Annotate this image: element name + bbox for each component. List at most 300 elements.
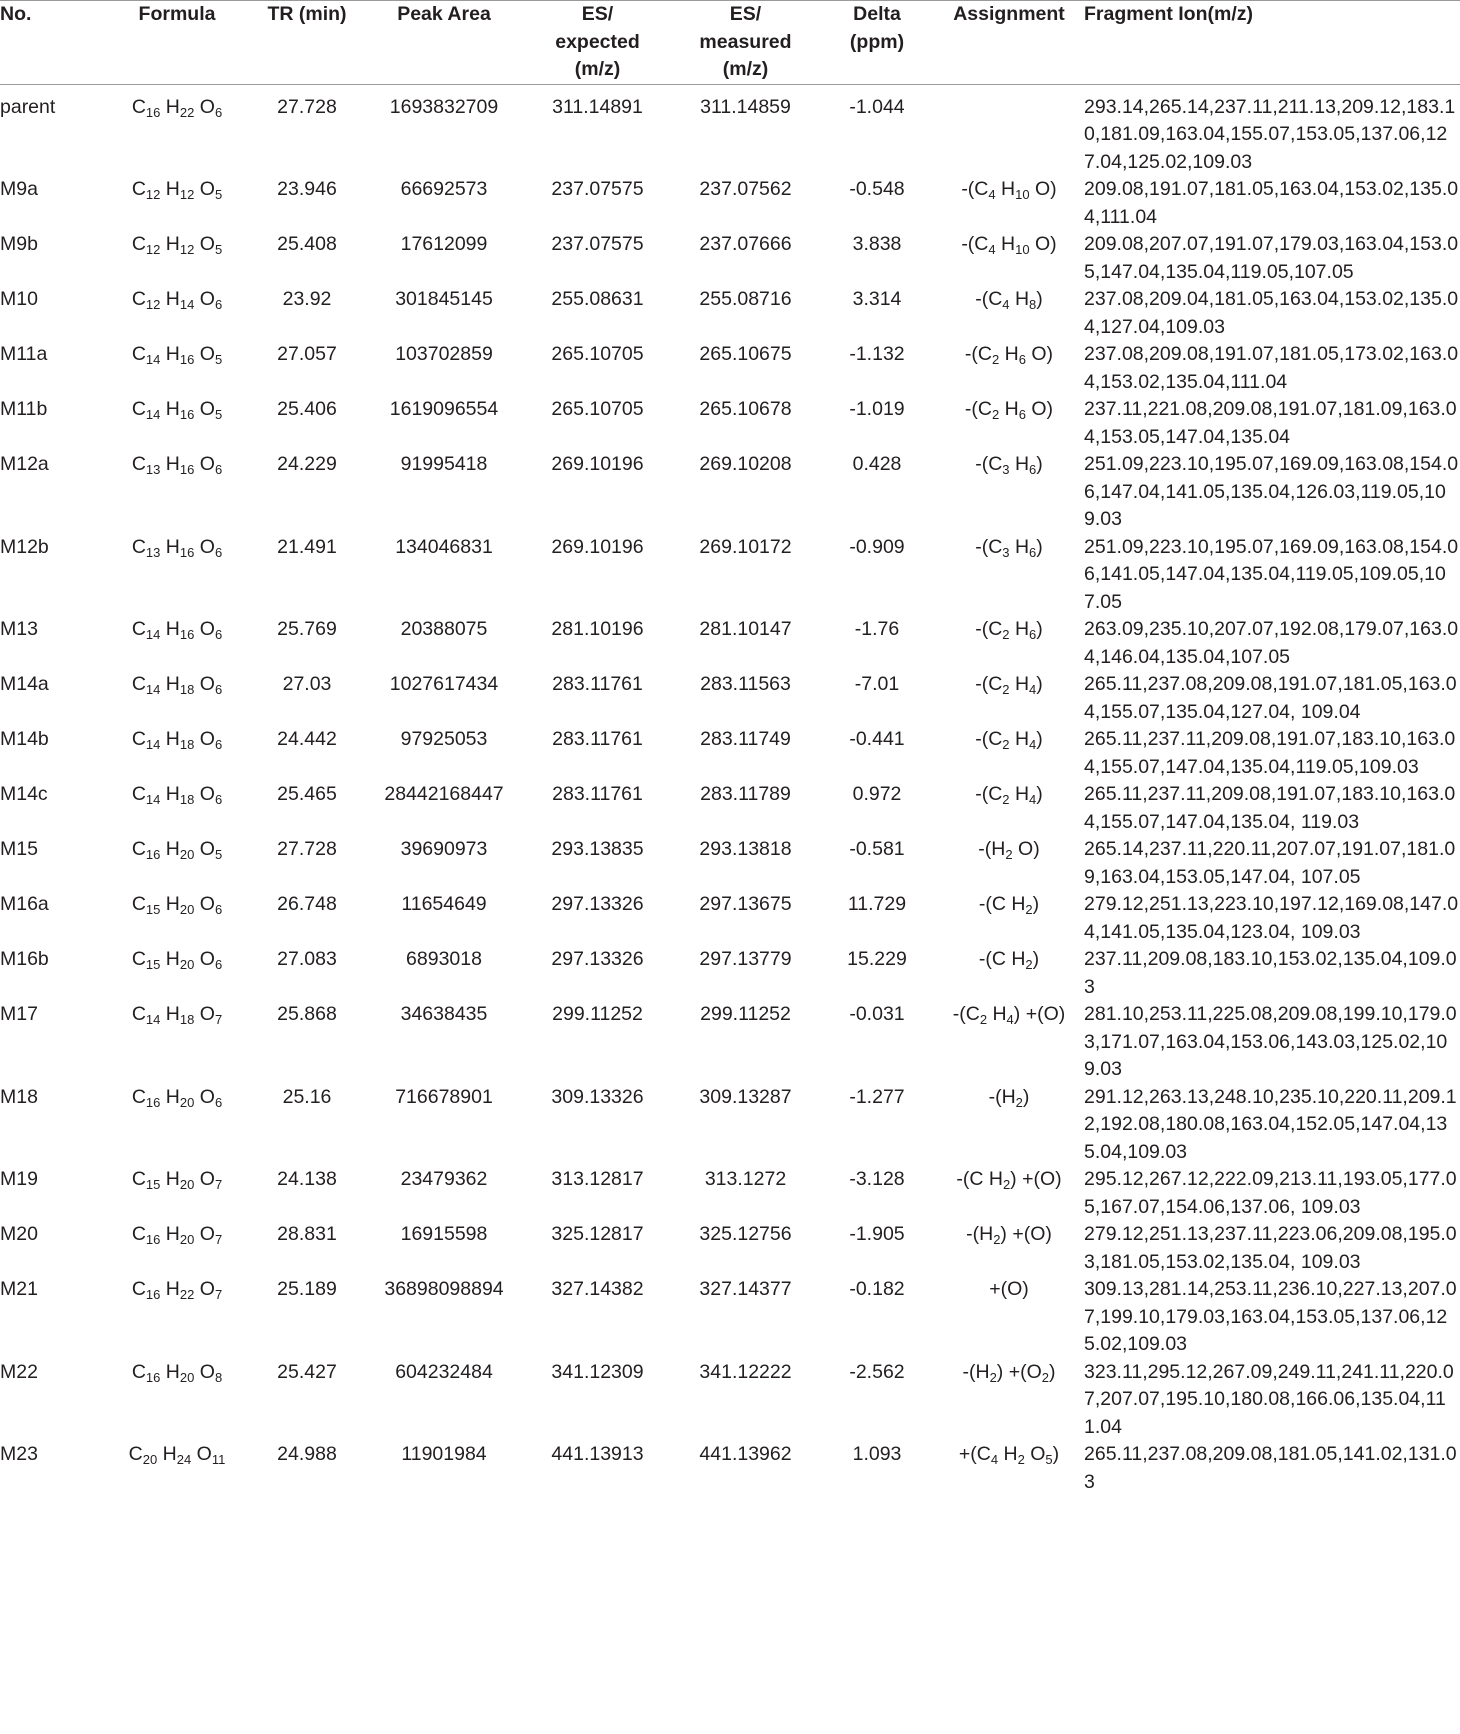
- formula-count: 7: [214, 1287, 223, 1302]
- assignment-count: 2: [1017, 1452, 1025, 1467]
- table-row: [0, 1001, 1460, 1084]
- cell-assignment: [934, 231, 1084, 286]
- cell-assignment: [934, 1084, 1084, 1167]
- cell-no: M18: [0, 1085, 38, 1108]
- cell-delta: -0.909: [849, 535, 905, 558]
- cell-peak-area: 39690973: [400, 838, 488, 860]
- cell-delta: 0.428: [852, 453, 902, 475]
- assignment-text: H: [999, 343, 1019, 365]
- assignment-text: ): [1032, 893, 1040, 915]
- formula-count: 18: [179, 737, 195, 752]
- cell-peak-area: 23479362: [400, 1168, 488, 1190]
- cell-no: M23: [0, 1443, 38, 1465]
- assignment-count: 6: [1018, 352, 1026, 367]
- cell-no: M21: [0, 1278, 38, 1300]
- cell-fragment-ions: 279.12,251.13,223.10,197.12,169.08,147.04,141.05,135.04,123.04, 109.03: [1084, 893, 1459, 943]
- cell-tr: 27.083: [277, 948, 337, 970]
- assignment-text: ) +(O): [1013, 1003, 1066, 1025]
- cell-tr: 25.189: [277, 1278, 337, 1300]
- cell-fragment-ions: 323.11,295.12,267.09,249.11,241.11,220.07,207.07,195.10,180.08,166.06,135.04,111.04: [1084, 1360, 1454, 1438]
- cell-fragment-ions: 295.12,267.12,222.09,213.11,193.05,177.05,167.07,154.06,137.06, 109.03: [1084, 1168, 1457, 1218]
- assignment-text: -(C: [964, 343, 992, 365]
- assignment-text: -(C: [975, 618, 1003, 640]
- assignment-text: ) +(O): [1010, 1168, 1062, 1190]
- table-row: [0, 946, 1460, 1001]
- cell-formula: [104, 781, 250, 836]
- formula-element: O: [199, 1003, 215, 1025]
- formula-count: 6: [214, 792, 223, 807]
- cell-fragment-ions: 281.10,253.11,225.08,209.08,199.10,179.03,171.07,163.04,153.06,143.03,125.02,109.03: [1084, 1003, 1457, 1080]
- formula-count: 6: [214, 104, 223, 120]
- formula-element: C: [131, 618, 146, 640]
- cell-expected: 313.12817: [551, 1168, 644, 1190]
- formula-element: C: [131, 1168, 146, 1190]
- formula-element: C: [131, 178, 146, 200]
- formula-count: 16: [145, 104, 161, 120]
- cell-assignment: [934, 671, 1084, 726]
- cell-expected: 341.12309: [551, 1360, 644, 1383]
- cell-assignment: [934, 1221, 1084, 1276]
- formula-element: H: [165, 838, 180, 860]
- table-row: [0, 1359, 1460, 1442]
- cell-no: M13: [0, 618, 38, 640]
- assignment-count: 2: [992, 352, 1000, 367]
- formula-count: 20: [179, 1232, 195, 1247]
- assignment-count: 2: [1041, 1369, 1049, 1385]
- formula-element: O: [199, 1223, 215, 1245]
- table-row: [0, 451, 1460, 534]
- cell-delta: -0.581: [849, 838, 905, 860]
- formula-element: H: [165, 618, 180, 640]
- cell-delta: -1.044: [849, 95, 905, 118]
- formula-element: O: [199, 178, 215, 200]
- assignment-text: -(H: [988, 1085, 1016, 1108]
- cell-measured: 237.07562: [699, 178, 792, 200]
- formula-element: H: [165, 1003, 180, 1025]
- table-row: [0, 176, 1460, 231]
- formula-count: 15: [145, 1177, 161, 1192]
- assignment-text: -(C H: [956, 1168, 1003, 1190]
- cell-formula: [104, 176, 250, 231]
- header-es-measured: [671, 1, 820, 85]
- cell-tr: 24.442: [277, 728, 337, 750]
- formula-count: 6: [214, 544, 223, 560]
- cell-expected: 281.10196: [551, 618, 644, 640]
- formula-element: O: [199, 535, 215, 558]
- cell-peak-area: 91995418: [400, 453, 488, 475]
- table-row: [0, 84, 1460, 176]
- formula-count: 22: [179, 1287, 195, 1302]
- assignment-count: 2: [979, 1012, 988, 1027]
- formula-count: 22: [179, 104, 195, 120]
- formula-element: C: [131, 535, 146, 558]
- cell-assignment: [934, 1166, 1084, 1221]
- cell-fragment-ions: 209.08,191.07,181.05,163.04,153.02,135.04,111.04: [1084, 178, 1459, 228]
- cell-no: M20: [0, 1223, 38, 1245]
- assignment-text: -(C H: [978, 948, 1026, 970]
- formula-count: 13: [145, 544, 161, 560]
- assignment-text: -(C: [975, 453, 1003, 475]
- formula-count: 7: [214, 1232, 223, 1247]
- formula-element: C: [128, 1443, 143, 1465]
- assignment-text: O): [1012, 838, 1040, 860]
- header-delta: [820, 1, 934, 85]
- assignment-count: 4: [988, 242, 996, 257]
- table-body: [0, 84, 1460, 1496]
- cell-fragment-ions: 251.09,223.10,195.07,169.09,163.08,154.06,147.04,141.05,135.04,126.03,119.05,109.03: [1084, 453, 1459, 530]
- table-row: [0, 836, 1460, 891]
- header-line: Delta: [853, 3, 901, 25]
- cell-formula: [104, 1166, 250, 1221]
- assignment-count: 2: [992, 407, 1000, 422]
- assignment-count: 5: [1045, 1452, 1053, 1467]
- header-line: TR (min): [267, 3, 347, 25]
- cell-fragment-ions: 251.09,223.10,195.07,169.09,163.08,154.06,141.05,147.04,135.04,119.05,109.05,107.05: [1084, 535, 1459, 613]
- cell-tr: 28.831: [277, 1223, 337, 1245]
- cell-delta: -1.019: [849, 398, 905, 420]
- cell-no: M16a: [0, 893, 49, 915]
- cell-assignment: [934, 84, 1084, 176]
- header-line: Fragment Ion(m/z): [1084, 3, 1253, 25]
- table-row: [0, 671, 1460, 726]
- cell-assignment: [934, 1001, 1084, 1084]
- formula-element: H: [165, 783, 180, 805]
- cell-delta: -1.132: [849, 343, 905, 365]
- assignment-text: ): [1049, 1360, 1056, 1383]
- assignment-text: -(C: [961, 178, 989, 200]
- formula-element: H: [165, 453, 180, 475]
- formula-count: 14: [145, 1012, 161, 1027]
- cell-fragment-ions: 237.11,209.08,183.10,153.02,135.04,109.03: [1084, 948, 1457, 998]
- formula-element: O: [196, 1443, 212, 1465]
- cell-no: M10: [0, 288, 38, 310]
- formula-element: H: [165, 673, 180, 695]
- table-row: [0, 534, 1460, 617]
- header-line: expected: [555, 30, 640, 53]
- header-fragment-ion: [1084, 1, 1460, 85]
- cell-peak-area: 134046831: [395, 535, 493, 558]
- cell-expected: 269.10196: [551, 453, 644, 475]
- cell-formula: [104, 616, 250, 671]
- formula-element: H: [165, 1278, 180, 1300]
- assignment-count: 4: [990, 1452, 999, 1467]
- cell-measured: 311.14859: [700, 95, 791, 118]
- cell-tr: 25.769: [277, 618, 337, 640]
- formula-count: 20: [179, 902, 195, 917]
- formula-count: 16: [145, 1232, 161, 1247]
- cell-delta: 3.838: [852, 233, 902, 255]
- cell-assignment: [934, 1359, 1084, 1442]
- formula-element: C: [131, 453, 146, 475]
- header-peak-area: [364, 1, 524, 85]
- cell-peak-area: 97925053: [400, 728, 488, 750]
- assignment-text: -(H: [966, 1223, 994, 1245]
- formula-count: 5: [214, 407, 223, 422]
- formula-element: O: [199, 618, 215, 640]
- formula-element: C: [131, 893, 146, 915]
- cell-assignment: [934, 836, 1084, 891]
- formula-count: 16: [179, 544, 195, 560]
- cell-peak-area: 11654649: [401, 893, 487, 915]
- cell-fragment-ions: 263.09,235.10,207.07,192.08,179.07,163.04,146.04,135.04,107.05: [1084, 618, 1459, 668]
- cell-formula: [104, 1221, 250, 1276]
- formula-count: 16: [145, 1287, 161, 1302]
- assignment-count: 2: [1002, 1177, 1011, 1192]
- cell-assignment: [934, 286, 1084, 341]
- cell-measured: 237.07666: [699, 233, 792, 255]
- formula-count: 14: [179, 297, 195, 312]
- cell-tr: 24.229: [277, 453, 337, 475]
- cell-measured: 281.10147: [699, 618, 792, 640]
- assignment-count: 4: [1029, 737, 1037, 752]
- cell-no: M22: [0, 1360, 38, 1383]
- formula-count: 16: [145, 847, 161, 862]
- cell-expected: 255.08631: [551, 288, 644, 310]
- assignment-text: O): [1025, 398, 1054, 420]
- assignment-text: -(C: [975, 535, 1003, 558]
- cell-measured: 293.13818: [699, 838, 792, 860]
- formula-element: C: [131, 343, 146, 365]
- cell-assignment: [934, 534, 1084, 617]
- cell-formula: [104, 1276, 250, 1359]
- formula-count: 8: [214, 1369, 223, 1385]
- formula-count: 14: [145, 407, 161, 422]
- formula-count: 16: [179, 462, 195, 477]
- formula-count: 6: [214, 682, 223, 697]
- formula-count: 18: [179, 792, 195, 807]
- cell-measured: 255.08716: [699, 288, 792, 310]
- formula-element: O: [199, 838, 215, 860]
- formula-count: 18: [179, 1012, 195, 1027]
- formula-element: H: [165, 1360, 180, 1383]
- formula-count: 12: [145, 187, 161, 202]
- formula-count: 11: [211, 1452, 226, 1467]
- cell-no: M12b: [0, 535, 49, 558]
- header-line: ES/: [729, 3, 762, 25]
- cell-measured: 297.13779: [699, 948, 792, 970]
- assignment-text: H: [1009, 728, 1030, 750]
- formula-count: 20: [179, 1177, 195, 1192]
- cell-fragment-ions: 209.08,207.07,191.07,179.03,163.04,153.05,147.04,135.04,119.05,107.05: [1084, 233, 1459, 283]
- formula-count: 14: [145, 352, 161, 367]
- formula-element: C: [131, 1278, 146, 1300]
- cell-delta: 3.314: [852, 288, 902, 310]
- assignment-count: 2: [1002, 682, 1010, 697]
- assignment-text: H: [1009, 783, 1030, 805]
- cell-peak-area: 16915598: [400, 1223, 488, 1245]
- assignment-count: 2: [1002, 737, 1010, 752]
- table-row: [0, 341, 1460, 396]
- cell-measured: 283.11749: [700, 728, 791, 750]
- formula-element: C: [131, 95, 146, 118]
- formula-count: 15: [145, 902, 161, 917]
- formula-count: 24: [176, 1452, 192, 1467]
- assignment-count: 2: [989, 1369, 997, 1385]
- header-es-expected: [524, 1, 671, 85]
- cell-measured: 313.1272: [704, 1168, 787, 1190]
- assignment-text: H: [987, 1003, 1007, 1025]
- cell-expected: 441.13913: [551, 1443, 644, 1465]
- cell-measured: 265.10675: [699, 343, 792, 365]
- cell-assignment: [934, 1441, 1084, 1496]
- cell-expected: 309.13326: [551, 1085, 644, 1108]
- cell-expected: 283.11761: [552, 728, 643, 750]
- cell-measured: 309.13287: [699, 1085, 792, 1108]
- formula-count: 14: [145, 682, 161, 697]
- assignment-text: H: [998, 1443, 1018, 1465]
- formula-element: H: [165, 535, 180, 558]
- header-formula: [104, 1, 250, 85]
- cell-formula: [104, 726, 250, 781]
- cell-formula: [104, 1084, 250, 1167]
- cell-formula: [104, 84, 250, 176]
- formula-count: 13: [145, 462, 161, 477]
- cell-delta: -0.031: [849, 1003, 905, 1025]
- cell-delta: 15.229: [847, 948, 907, 970]
- assignment-text: H: [1009, 673, 1030, 695]
- cell-expected: 237.07575: [551, 233, 644, 255]
- formula-element: H: [165, 288, 180, 310]
- cell-assignment: [934, 341, 1084, 396]
- cell-no: M14c: [0, 783, 48, 805]
- cell-tr: 25.16: [282, 1085, 332, 1108]
- assignment-text: O): [1029, 233, 1057, 255]
- cell-no: M9a: [0, 178, 38, 200]
- formula-count: 20: [179, 957, 195, 972]
- formula-element: H: [165, 1168, 180, 1190]
- cell-peak-area: 1619096554: [389, 398, 499, 420]
- cell-no: M14a: [0, 673, 49, 695]
- header-line: Assignment: [953, 3, 1065, 25]
- table-header: [0, 1, 1460, 85]
- assignment-text: -(C: [961, 233, 989, 255]
- formula-element: C: [131, 673, 146, 695]
- formula-element: O: [199, 783, 215, 805]
- assignment-text: ): [1036, 783, 1043, 805]
- cell-expected: 237.07575: [551, 178, 644, 200]
- formula-count: 12: [145, 242, 161, 257]
- cell-formula: [104, 534, 250, 617]
- assignment-count: 4: [1006, 1012, 1014, 1027]
- formula-count: 14: [145, 737, 161, 752]
- cell-peak-area: 36898098894: [384, 1278, 504, 1300]
- cell-expected: 311.14891: [552, 95, 643, 118]
- formula-element: O: [199, 1278, 215, 1300]
- assignment-text: -(C: [975, 673, 1003, 695]
- cell-fragment-ions: 265.14,237.11,220.11,207.07,191.07,181.09,163.04,153.05,147.04, 107.05: [1084, 838, 1456, 888]
- formula-element: H: [165, 178, 180, 200]
- cell-fragment-ions: 265.11,237.11,209.08,191.07,183.10,163.04,155.07,147.04,135.04,119.05,109.03: [1084, 728, 1456, 778]
- assignment-text: ): [1022, 1085, 1030, 1108]
- formula-element: C: [131, 398, 146, 420]
- formula-count: 5: [214, 352, 223, 367]
- cell-tr: 27.728: [277, 838, 337, 860]
- formula-element: C: [131, 288, 146, 310]
- cell-formula: [104, 286, 250, 341]
- cell-delta: -1.905: [849, 1223, 905, 1245]
- cell-fragment-ions: 237.11,221.08,209.08,191.07,181.09,163.04,153.05,147.04,135.04: [1084, 398, 1457, 448]
- header-line: Peak Area: [397, 3, 491, 25]
- cell-assignment: [934, 946, 1084, 1001]
- formula-count: 16: [179, 352, 195, 367]
- cell-formula: [104, 1359, 250, 1442]
- assignment-text: -(C: [964, 398, 992, 420]
- cell-no: M15: [0, 838, 38, 860]
- table-row: [0, 1441, 1460, 1496]
- formula-count: 6: [214, 957, 223, 972]
- assignment-count: 4: [988, 187, 996, 202]
- cell-assignment: [934, 781, 1084, 836]
- header-line: (m/z): [574, 58, 621, 80]
- table-row: [0, 396, 1460, 451]
- formula-element: O: [199, 1360, 215, 1383]
- cell-assignment: [934, 616, 1084, 671]
- cell-tr: 26.748: [277, 893, 337, 915]
- formula-count: 6: [214, 297, 223, 312]
- formula-count: 12: [179, 187, 195, 202]
- assignment-text: +(O): [989, 1278, 1029, 1300]
- formula-element: O: [199, 948, 215, 970]
- cell-peak-area: 11901984: [401, 1443, 487, 1465]
- cell-assignment: [934, 451, 1084, 534]
- cell-measured: 341.12222: [699, 1360, 792, 1383]
- cell-fragment-ions: 237.08,209.08,191.07,181.05,173.02,163.04,153.02,135.04,111.04: [1084, 343, 1459, 393]
- cell-tr: 21.491: [277, 535, 337, 558]
- formula-element: H: [165, 398, 180, 420]
- assignment-text: H: [999, 398, 1019, 420]
- formula-count: 15: [145, 957, 161, 972]
- assignment-text: ): [1036, 453, 1043, 475]
- cell-measured: 269.10208: [699, 453, 792, 475]
- assignment-text: ): [1036, 535, 1043, 558]
- cell-no: M11a: [0, 343, 48, 365]
- formula-element: C: [131, 1003, 146, 1025]
- cell-fragment-ions: 265.11,237.08,209.08,191.07,181.05,163.04,155.07,135.04,127.04, 109.04: [1084, 673, 1457, 723]
- formula-element: C: [131, 948, 146, 970]
- formula-count: 16: [145, 1369, 161, 1385]
- cell-formula: [104, 451, 250, 534]
- formula-count: 5: [214, 242, 223, 257]
- assignment-count: 2: [1005, 847, 1013, 862]
- cell-peak-area: 6893018: [406, 948, 482, 970]
- formula-count: 14: [145, 792, 161, 807]
- formula-count: 5: [214, 187, 223, 202]
- cell-expected: 283.11761: [552, 673, 643, 695]
- assignment-count: 8: [1029, 297, 1037, 312]
- assignment-text: -(C: [975, 288, 1003, 310]
- cell-formula: [104, 341, 250, 396]
- formula-element: C: [131, 1085, 146, 1108]
- cell-measured: 269.10172: [699, 535, 792, 558]
- formula-element: C: [131, 838, 146, 860]
- cell-peak-area: 716678901: [395, 1085, 493, 1108]
- cell-no: M9b: [0, 233, 38, 255]
- cell-tr: 23.92: [282, 288, 332, 310]
- table-row: [0, 891, 1460, 946]
- cell-formula: [104, 231, 250, 286]
- formula-element: O: [199, 343, 215, 365]
- formula-element: H: [165, 95, 180, 118]
- assignment-text: ): [1036, 673, 1043, 695]
- header-line: No.: [0, 3, 32, 25]
- cell-assignment: [934, 726, 1084, 781]
- cell-delta: -1.76: [854, 618, 900, 640]
- table-row: [0, 1221, 1460, 1276]
- cell-formula: [104, 671, 250, 726]
- cell-assignment: [934, 396, 1084, 451]
- table-row: [0, 1084, 1460, 1167]
- cell-fragment-ions: 237.08,209.04,181.05,163.04,153.02,135.04,127.04,109.03: [1084, 288, 1459, 338]
